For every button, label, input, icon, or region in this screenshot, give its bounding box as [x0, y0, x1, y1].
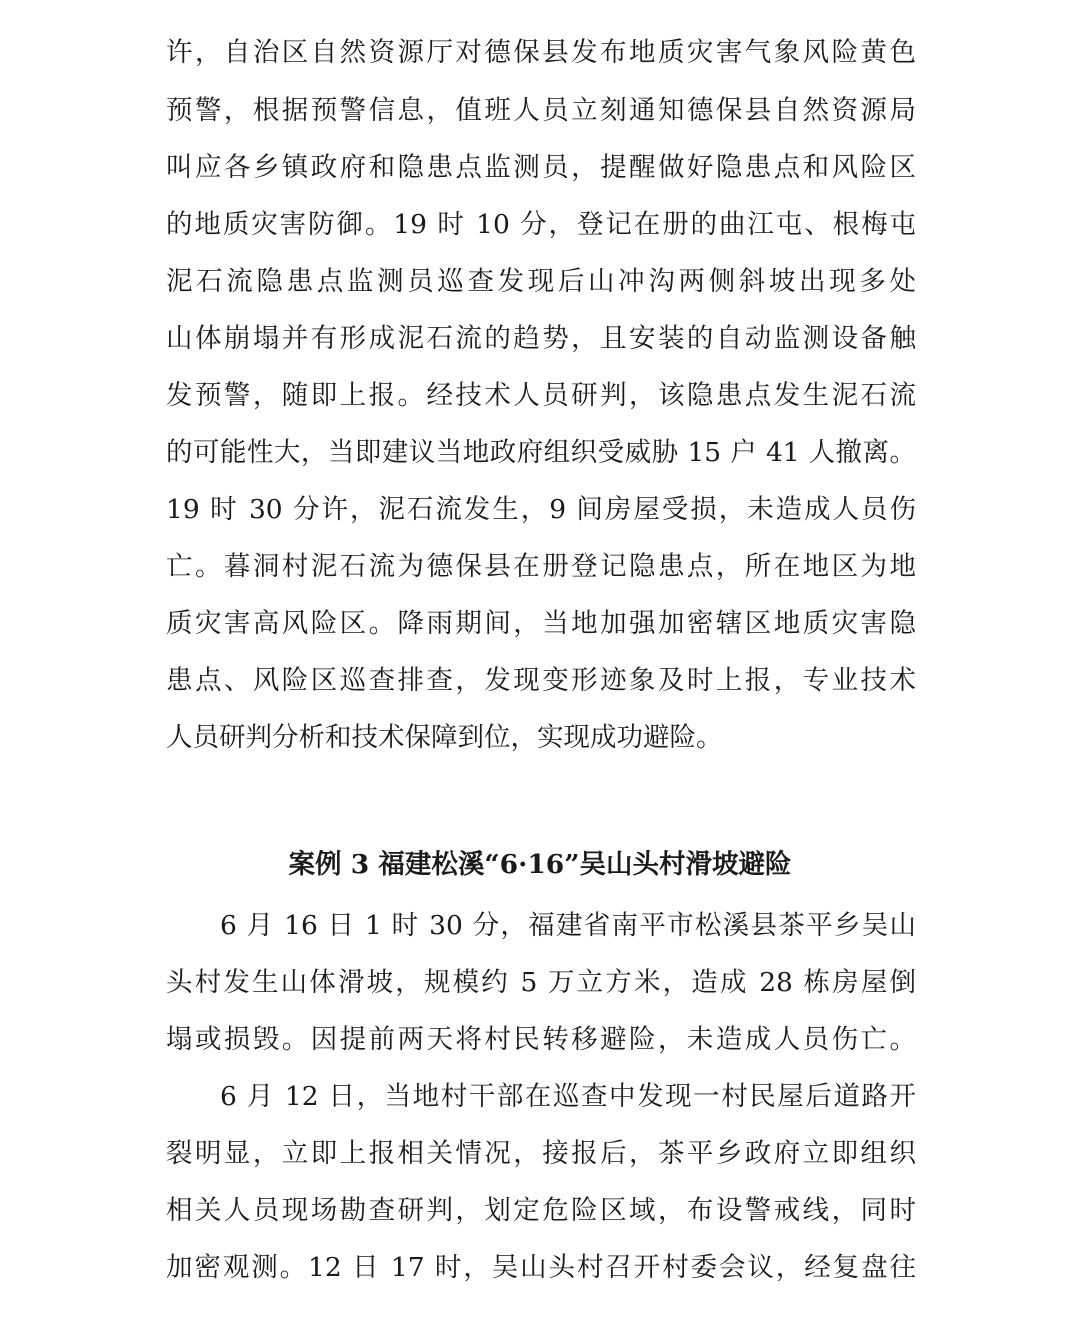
text-line: 加密观测。12 日 17 时，吴山头村召开村委会议，经复盘往 [166, 1252, 916, 1283]
text-line: 人员研判分析和技术保障到位，实现成功避险。 [166, 722, 723, 753]
text-line: 预警，根据预警信息，值班人员立刻通知德保县自然资源局 [166, 95, 916, 126]
text-line: 头村发生山体滑坡，规模约 5 万立方米，造成 28 栋房屋倒 [166, 967, 916, 998]
text-line: 患点、风险区巡查排查，发现变形迹象及时上报，专业技术 [166, 665, 916, 696]
text-line: 亡。暮洞村泥石流为德保县在册登记隐患点，所在地区为地 [166, 551, 916, 582]
text-line: 山体崩塌并有形成泥石流的趋势，且安装的自动监测设备触 [166, 323, 916, 354]
text-line: 相关人员现场勘查研判，划定危险区域，布设警戒线，同时 [166, 1195, 916, 1226]
text-line: 叫应各乡镇政府和隐患点监测员，提醒做好隐患点和风险区 [166, 152, 916, 183]
text-line: 许，自治区自然资源厅对德保县发布地质灾害气象风险黄色 [166, 37, 916, 68]
text-line: 19 时 30 分许，泥石流发生，9 间房屋受损，未造成人员伤 [166, 494, 916, 525]
text-line: 质灾害高风险区。降雨期间，当地加强加密辖区地质灾害隐 [166, 608, 916, 639]
text-line: 裂明显，立即上报相关情况，接报后，茶平乡政府立即组织 [166, 1138, 916, 1169]
text-line: 的地质灾害防御。19 时 10 分，登记在册的曲江屯、根梅屯 [166, 209, 916, 240]
text-line: 6 月 16 日 1 时 30 分，福建省南平市松溪县茶平乡吴山 [220, 910, 916, 941]
text-line: 6 月 12 日，当地村干部在巡查中发现一村民屋后道路开 [220, 1081, 916, 1112]
text-line: 的可能性大，当即建议当地政府组织受威胁 15 户 41 人撤离。 [166, 437, 916, 468]
text-line: 泥石流隐患点监测员巡查发现后山冲沟两侧斜坡出现多处 [166, 266, 916, 297]
text-line: 塌或损毁。因提前两天将村民转移避险，未造成人员伤亡。 [166, 1024, 916, 1055]
section-heading: 案例 3 福建松溪“6·16”吴山头村滑坡避险 [288, 849, 792, 880]
text-line: 发预警，随即上报。经技术人员研判，该隐患点发生泥石流 [166, 380, 916, 411]
